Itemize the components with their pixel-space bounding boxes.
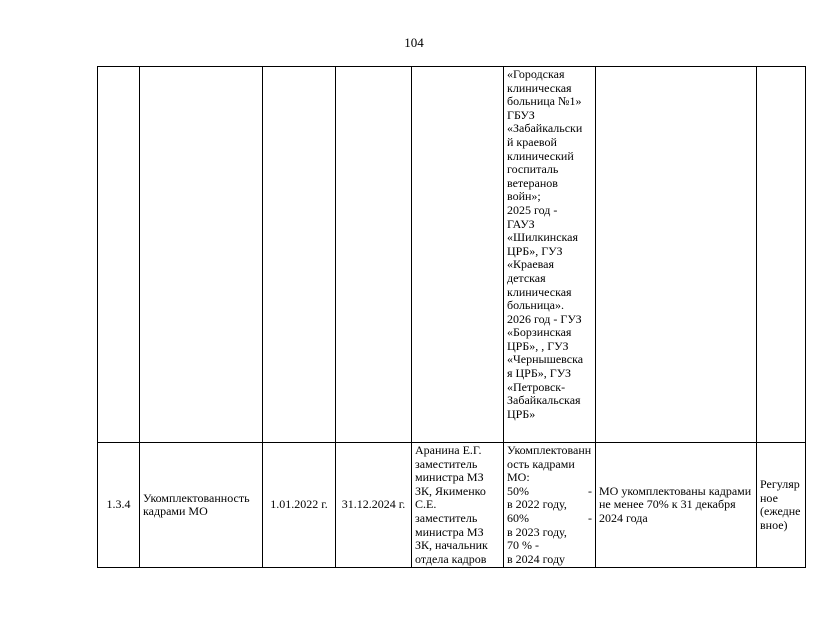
hospital-list-line: Забайкальская xyxy=(507,393,581,408)
indicator-value-line xyxy=(507,485,592,499)
hospital-list-line: «Чернышевска xyxy=(507,352,584,367)
hospital-list-line: ЦРБ», , ГУЗ xyxy=(507,338,569,353)
row-end-date: 31.12.2024 г. xyxy=(336,443,412,568)
cell-result-empty xyxy=(596,67,757,443)
indicator-intro: Укомплектованность кадрами МО: xyxy=(507,443,592,485)
hospital-list-line: ЦРБ» xyxy=(507,406,536,421)
cell-hospital-list xyxy=(504,67,596,443)
row-result: МО укомплектованы кадрами не менее 70% к 31 декабря 2024 года xyxy=(596,443,757,568)
indicator-dash: - xyxy=(588,510,592,525)
hospital-list-line: «Шилкинская xyxy=(507,230,579,245)
hospital-list-line: «Борзинская xyxy=(507,325,572,340)
hospital-list-line: детская xyxy=(507,270,546,285)
indicator-value: 60% xyxy=(507,510,529,525)
hospital-list-line: клиническая xyxy=(507,284,572,299)
row-periodicity: Регулярное (ежедневное) xyxy=(757,443,806,568)
hospital-list-line: 2025 год - xyxy=(507,202,558,217)
cell-start-empty xyxy=(263,67,336,443)
row-start-date: 1.01.2022 г. xyxy=(263,443,336,568)
cell-responsible-empty xyxy=(412,67,504,443)
hospital-list-line: ГБУЗ xyxy=(507,107,535,122)
plan-table xyxy=(97,66,806,568)
hospital-list-line: ЦРБ», ГУЗ xyxy=(507,243,563,258)
cell-name-empty xyxy=(140,67,263,443)
row-responsible: Аранина Е.Г. заместитель министра МЗ ЗК, Якименко С.Е. заместитель министра МЗ ЗК, начальник отдела кадров xyxy=(412,443,504,568)
cell-periodicity-empty xyxy=(757,67,806,443)
hospital-list-line: «Забайкальски xyxy=(507,121,583,136)
page-number: 104 xyxy=(404,35,424,50)
indicator-period: в 2024 году xyxy=(507,551,566,566)
indicator-value-line xyxy=(507,512,592,526)
hospital-list-line: я ЦРБ», ГУЗ xyxy=(507,366,572,381)
table-row-continuation xyxy=(98,67,806,443)
indicator-value-line xyxy=(507,539,592,553)
indicator-period: в 2023 году, xyxy=(507,524,567,539)
indicator-dash: - xyxy=(588,483,592,498)
row-number: 1.3.4 xyxy=(98,443,140,568)
hospital-list-line: 2026 год - ГУЗ xyxy=(507,311,582,326)
hospital-list-line: ветеранов xyxy=(507,175,558,190)
hospital-list-line: клинический xyxy=(507,148,574,163)
row-name: Укомплектованность кадрами МО xyxy=(140,443,263,568)
hospital-list-line: больница». xyxy=(507,298,564,313)
hospital-list-line: «Петровск- xyxy=(507,379,566,394)
hospital-list-line: больница №1» xyxy=(507,94,582,109)
hospital-list-line: клиническая xyxy=(507,80,572,95)
hospital-list-line: «Краевая xyxy=(507,257,555,272)
indicator-items xyxy=(507,485,592,567)
hospital-list-line: й краевой xyxy=(507,134,557,149)
row-indicator xyxy=(504,443,596,568)
hospital-list-line: ГАУЗ xyxy=(507,216,535,231)
hospital-list-line: «Городская xyxy=(507,67,565,81)
indicator-value: 50% xyxy=(507,483,529,498)
cell-end-empty xyxy=(336,67,412,443)
indicator-value: 70 % - xyxy=(507,538,539,553)
hospital-list-line: войн»; xyxy=(507,189,541,204)
indicator-period: в 2022 году, xyxy=(507,497,567,512)
table-row-1-3-4 xyxy=(98,443,806,568)
hospital-list-line: госпиталь xyxy=(507,162,559,177)
cell-number-empty xyxy=(98,67,140,443)
